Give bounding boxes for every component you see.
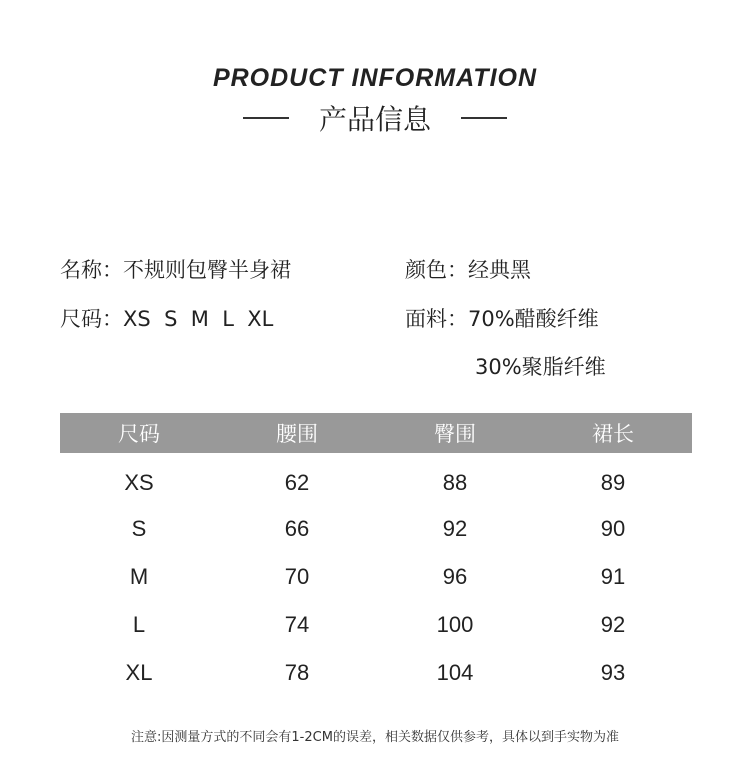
product-color-label: 颜色： xyxy=(405,258,468,282)
cell-length: 90 xyxy=(600,516,626,541)
product-fabric-label: 面料： xyxy=(405,307,468,331)
cell-waist: 62 xyxy=(284,470,310,495)
cell-hip: 100 xyxy=(436,612,474,637)
header-hip: 臀围 xyxy=(376,413,534,453)
title-right-dash xyxy=(461,117,507,119)
header-length: 裙长 xyxy=(534,413,692,453)
product-color xyxy=(405,254,531,284)
size-chart-header-row xyxy=(60,413,692,453)
product-fabric-line1: 70%醋酸纤维 xyxy=(468,307,599,331)
title-left-dash xyxy=(243,117,289,119)
cell-length: 92 xyxy=(600,612,626,637)
cell-size: XS xyxy=(124,470,154,495)
cell-waist: 70 xyxy=(284,564,310,589)
table-row xyxy=(60,649,692,697)
table-row xyxy=(60,453,692,505)
table-row xyxy=(60,601,692,649)
cell-length: 91 xyxy=(600,564,626,589)
cell-length: 89 xyxy=(600,470,626,495)
cell-waist: 78 xyxy=(284,660,310,685)
table-row xyxy=(60,505,692,553)
cell-waist: 66 xyxy=(284,516,310,541)
cell-size: XL xyxy=(125,660,153,685)
product-sizes xyxy=(60,303,273,333)
title-chinese-row xyxy=(0,98,750,138)
cell-hip: 92 xyxy=(442,516,468,541)
product-name-label: 名称： xyxy=(60,258,123,282)
cell-waist: 74 xyxy=(284,612,310,637)
header-size: 尺码 xyxy=(60,413,218,453)
product-color-value: 经典黑 xyxy=(468,258,531,282)
cell-hip: 104 xyxy=(436,660,474,685)
cell-hip: 88 xyxy=(442,470,468,495)
measurement-note: 注意:因测量方式的不同会有1-2CM的误差，相关数据仅供参考，具体以到手实物为准 xyxy=(131,730,619,745)
product-fabric-line2: 30%聚脂纤维 xyxy=(475,355,606,379)
cell-size: S xyxy=(131,516,147,541)
title-chinese: 产品信息 xyxy=(318,103,431,136)
product-sizes-value: XS S M L XL xyxy=(123,307,274,331)
cell-length: 93 xyxy=(600,660,626,685)
cell-size: L xyxy=(132,612,146,637)
size-chart-table xyxy=(60,413,692,697)
product-name xyxy=(60,254,291,284)
product-fabric xyxy=(405,303,599,333)
product-sizes-label: 尺码： xyxy=(60,307,123,331)
table-row xyxy=(60,553,692,601)
product-name-value: 不规则包臀半身裙 xyxy=(123,258,291,282)
header-waist: 腰围 xyxy=(218,413,376,453)
cell-hip: 96 xyxy=(442,564,468,589)
cell-size: M xyxy=(129,564,149,589)
title-english: PRODUCT INFORMATION xyxy=(212,64,538,92)
